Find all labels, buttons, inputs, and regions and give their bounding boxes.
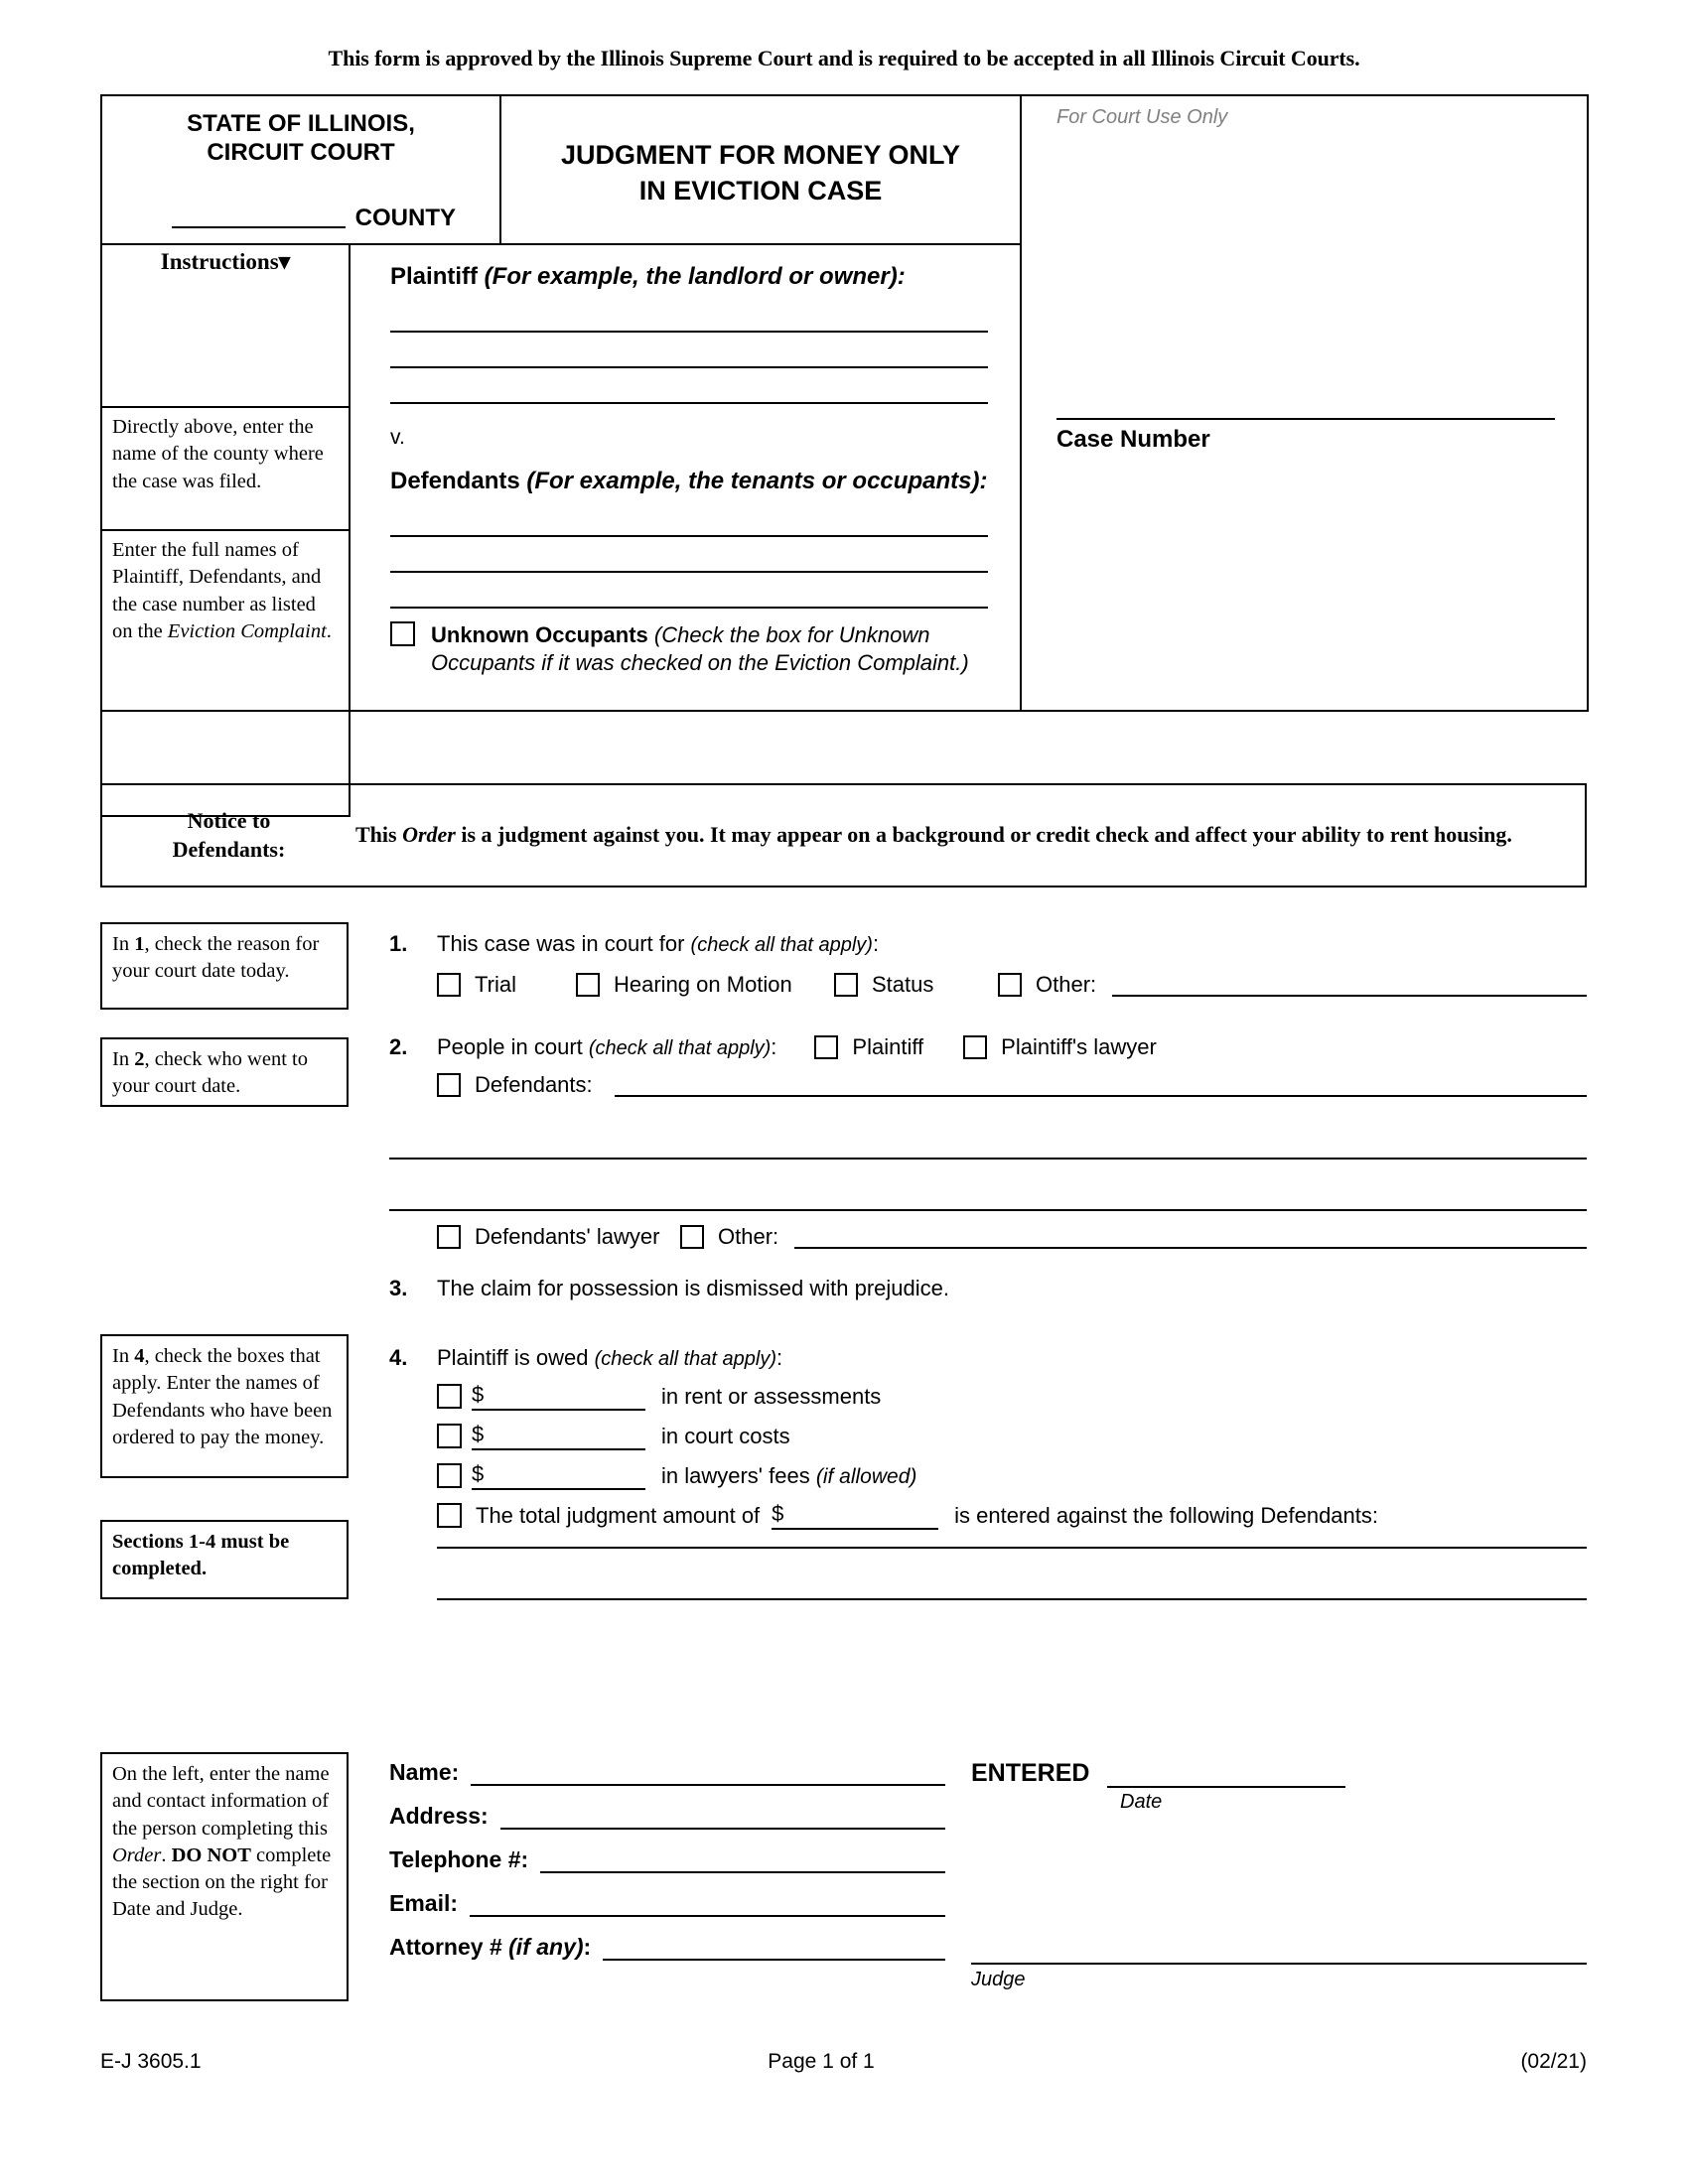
option-defendants[interactable] — [437, 1072, 593, 1098]
section-2 — [389, 1034, 1587, 1098]
total-judgment-suffix: is entered against the following Defendants: — [954, 1502, 1379, 1528]
rent-checkbox[interactable] — [437, 1384, 462, 1409]
notice-text-a: This — [355, 822, 403, 848]
side-note-1-bold: 1 — [134, 933, 145, 955]
contact-name-row — [389, 1759, 945, 1786]
section-2-defendants-input[interactable] — [615, 1073, 1587, 1097]
versus-label: v. — [390, 426, 405, 449]
contact-address-input[interactable] — [500, 1808, 945, 1830]
section-4-lead — [437, 1345, 1587, 1371]
judge-caption: Judge — [971, 1969, 1026, 1990]
section-2-defendants-row — [437, 1072, 1587, 1098]
defendants-line-3[interactable] — [390, 607, 988, 609]
side-note-bottom-c: complete the section on the right for Date and Judge. — [112, 1843, 332, 1921]
option-defendants-label: Defendants: — [475, 1072, 593, 1097]
court-costs-amount-input[interactable] — [472, 1422, 645, 1450]
total-currency-symbol: $ — [772, 1501, 784, 1526]
total-judgment-amount-input[interactable] — [772, 1501, 938, 1530]
defendants-checkbox[interactable] — [437, 1073, 461, 1097]
option-plaintiffs-lawyer[interactable] — [963, 1034, 1157, 1060]
option-defendants-lawyer-label: Defendants' lawyer — [475, 1224, 660, 1249]
contact-name-label: Name: — [389, 1759, 460, 1785]
instruction-item-2-text-b: . — [326, 619, 332, 642]
court-costs-checkbox[interactable] — [437, 1424, 462, 1448]
judge-signature-line — [971, 1963, 1587, 1965]
state-line-1: STATE OF ILLINOIS, — [187, 110, 415, 137]
county-entry-row — [102, 204, 499, 232]
option-status[interactable] — [834, 972, 998, 998]
rent-amount-label: in rent or assessments — [661, 1383, 882, 1409]
defendants-lawyer-checkbox[interactable] — [437, 1225, 461, 1249]
form-title-line-2: IN EVICTION CASE — [638, 175, 883, 205]
form-title-cell — [500, 95, 1021, 244]
notice-text-italic: Order — [402, 822, 456, 848]
section-4-defendants-line-1[interactable] — [437, 1547, 1587, 1549]
section-4-lead-tail: : — [776, 1345, 783, 1370]
option-defendants-lawyer[interactable] — [437, 1224, 680, 1250]
section-2-lead — [437, 1034, 776, 1060]
side-note-bottom-italic: Order — [112, 1843, 162, 1866]
rent-currency-symbol: $ — [472, 1382, 485, 1407]
defendants-heading — [390, 468, 988, 495]
date-caption: Date — [1120, 1791, 1163, 1813]
case-number-block — [1056, 418, 1555, 454]
plaintiff-hint: (For example, the landlord or owner): — [484, 263, 906, 290]
court-costs-currency-symbol: $ — [472, 1422, 485, 1446]
section-1 — [389, 931, 1587, 998]
side-note-section-1 — [100, 922, 349, 1010]
hearing-on-motion-checkbox[interactable] — [576, 973, 600, 997]
case-number-label: Case Number — [1056, 426, 1210, 453]
section-2-extra-line-2[interactable] — [389, 1209, 1587, 1211]
contact-attorney-row — [389, 1934, 945, 1961]
unknown-occupants-hint-1: (Check the box for Unknown — [653, 622, 930, 647]
instruction-item-2-text-a: Enter the full names of Plaintiff, Defendants, and the case number as listed on the — [112, 539, 322, 642]
option-status-label: Status — [872, 972, 934, 997]
side-note-4-a: In — [112, 1345, 135, 1367]
section-1-number: 1. — [389, 931, 408, 956]
section-4-body — [437, 1345, 1587, 1530]
footer — [100, 2050, 1587, 2074]
unknown-occupants-label: Unknown Occupants — [431, 622, 648, 647]
section-3-number: 3. — [389, 1276, 408, 1300]
parties-cell — [350, 244, 1021, 711]
side-note-2-b: , check who went to your court date. — [112, 1048, 308, 1098]
notice-label — [102, 807, 355, 864]
section-1-lead — [437, 931, 1587, 957]
section-2-other-input[interactable] — [794, 1225, 1587, 1249]
court-use-cell — [1021, 95, 1588, 711]
section-3-body — [437, 1276, 1587, 1301]
option-plaintiff[interactable] — [814, 1034, 923, 1060]
side-note-2-a: In — [112, 1048, 135, 1070]
side-note-bottom — [100, 1752, 349, 2001]
court-costs-amount-label: in court costs — [661, 1423, 790, 1448]
contact-telephone-label: Telephone #: — [389, 1846, 529, 1872]
lawyers-fees-currency-symbol: $ — [472, 1461, 485, 1486]
side-note-4-bold: 4 — [134, 1345, 145, 1367]
lawyers-fees-checkbox[interactable] — [437, 1463, 462, 1488]
rent-amount-input[interactable] — [472, 1382, 645, 1411]
contact-attorney-input[interactable] — [603, 1939, 945, 1961]
court-use-only-label: For Court Use Only — [1056, 106, 1228, 128]
section-1-lead-text: This case was in court for — [437, 931, 691, 956]
defendants-label: Defendants — [390, 468, 520, 494]
county-input-blank[interactable] — [172, 204, 346, 228]
section-2-row-3 — [389, 1224, 1587, 1250]
section-2-extra-line-1[interactable] — [389, 1158, 1587, 1160]
state-line-2: CIRCUIT COURT — [207, 139, 395, 167]
form-title-line-1: JUDGMENT FOR MONEY ONLY — [560, 140, 961, 170]
section-1-lead-tail: : — [872, 931, 880, 956]
contact-attorney-label-text: Attorney # — [389, 1934, 509, 1960]
contact-address-label: Address: — [389, 1803, 489, 1829]
contact-attorney-label-tail: : — [583, 1934, 592, 1960]
contact-email-row — [389, 1890, 945, 1917]
plaintiff-label: Plaintiff — [390, 263, 478, 290]
unknown-occupants-hint-2: Occupants if it was checked on the Eviction Complaint.) — [431, 649, 969, 675]
option-plaintiff-label: Plaintiff — [852, 1034, 924, 1059]
option-trial-label: Trial — [475, 972, 516, 997]
status-checkbox[interactable] — [834, 973, 858, 997]
instruction-item-2-italic: Eviction Complaint — [167, 619, 327, 642]
notice-label-line-1: Notice to — [187, 807, 271, 833]
side-note-1-b: , check the reason for your court date today. — [112, 933, 320, 983]
contact-attorney-label — [389, 1934, 591, 1961]
plaintiff-checkbox[interactable] — [814, 1035, 838, 1059]
side-note-bottom-a: On the left, enter the name and contact information of the person completing this — [112, 1763, 330, 1840]
approval-notice: This form is approved by the Illinois Supreme Court and is required to be accepted in all Illinois Circuit Courts. — [328, 46, 1360, 70]
section-4 — [389, 1345, 1587, 1530]
footer-form-code: E-J 3605.1 — [100, 2050, 202, 2073]
section-1-lead-italic: (check all that apply) — [690, 934, 873, 956]
instruction-item-1-text: Directly above, enter the name of the county where the case was filed. — [112, 416, 324, 492]
contact-telephone-input[interactable] — [540, 1851, 945, 1873]
section-1-other-input[interactable] — [1112, 973, 1587, 997]
preparer-contact-block — [389, 1759, 945, 1978]
entered-date-input — [1107, 1764, 1345, 1788]
side-note-bottom-b: . — [161, 1843, 172, 1866]
section-2-lead-row — [437, 1034, 1587, 1060]
case-number-input-blank[interactable] — [1056, 418, 1555, 420]
caption-table — [100, 94, 1589, 817]
section-4-lead-italic: (check all that apply) — [594, 1348, 776, 1370]
section-3 — [389, 1276, 1587, 1301]
lawyers-fees-label-italic: (if allowed) — [815, 1464, 917, 1488]
side-note-1-a: In — [112, 933, 135, 955]
option-other[interactable] — [998, 972, 1096, 998]
section-3-lead: The claim for possession is dismissed with prejudice. — [437, 1276, 949, 1300]
defendants-hint: (For example, the tenants or occupants): — [526, 468, 988, 494]
section2-other-checkbox[interactable] — [680, 1225, 704, 1249]
section-2-lead-tail: : — [771, 1034, 777, 1059]
lawyers-fees-amount-label — [661, 1463, 916, 1489]
option-hearing-on-motion[interactable] — [576, 972, 834, 998]
contact-name-input[interactable] — [471, 1764, 945, 1786]
chevron-down-icon: ▾ — [278, 249, 291, 274]
money-row-court-costs — [437, 1422, 1587, 1450]
option-plaintiffs-lawyer-label: Plaintiff's lawyer — [1001, 1034, 1157, 1059]
section-2-lead-italic: (check all that apply) — [588, 1037, 772, 1059]
other-checkbox[interactable] — [998, 973, 1022, 997]
section-2-lead-text: People in court — [437, 1034, 589, 1059]
county-label: COUNTY — [354, 204, 456, 231]
notice-text — [355, 820, 1552, 850]
contact-attorney-label-italic: (if any) — [508, 1934, 584, 1960]
unknown-occupants-row — [390, 621, 988, 677]
plaintiff-heading — [390, 263, 988, 291]
instruction-item-1 — [101, 407, 350, 530]
option-section2-other-label: Other: — [718, 1224, 779, 1249]
notice-text-b: is a judgment against you. It may appear on a background or credit check and affect your ability to rent housing. — [455, 822, 1512, 848]
section-4-defendants-line-2[interactable] — [437, 1598, 1587, 1600]
unknown-occupants-text — [431, 621, 969, 677]
contact-address-row — [389, 1803, 945, 1830]
section-2-number: 2. — [389, 1034, 408, 1059]
section-1-body — [437, 931, 1587, 998]
total-judgment-prefix: The total judgment amount of — [476, 1502, 761, 1528]
instructions-header[interactable] — [101, 244, 350, 407]
trial-checkbox[interactable] — [437, 973, 461, 997]
plaintiffs-lawyer-checkbox[interactable] — [963, 1035, 987, 1059]
side-note-required — [100, 1520, 349, 1599]
entered-label: ENTERED — [971, 1759, 1090, 1787]
side-note-2-bold: 2 — [134, 1048, 145, 1070]
lawyers-fees-label-text: in lawyers' fees — [661, 1462, 816, 1488]
footer-revision-date: (02/21) — [1520, 2050, 1587, 2073]
money-row-total — [437, 1501, 1587, 1530]
side-note-bottom-bold: DO NOT — [171, 1843, 251, 1866]
side-note-4-b: , check the boxes that apply. Enter the names of Defendants who have been ordered to pay the money. — [112, 1345, 333, 1448]
section-2-lawyer-other-row — [437, 1224, 1587, 1250]
unknown-occupants-checkbox[interactable] — [390, 621, 415, 646]
section-4-number: 4. — [389, 1345, 408, 1370]
money-row-lawyers-fees — [437, 1461, 1587, 1490]
option-hearing-on-motion-label: Hearing on Motion — [614, 972, 792, 997]
lawyers-fees-amount-input[interactable] — [472, 1461, 645, 1490]
side-note-section-4 — [100, 1334, 349, 1478]
instruction-item-2 — [101, 530, 350, 711]
contact-email-input[interactable] — [470, 1895, 945, 1917]
plaintiff-line-3[interactable] — [390, 402, 988, 404]
option-section2-other[interactable] — [680, 1224, 778, 1250]
section-1-options-row — [437, 972, 1587, 998]
instructions-heading-text: Instructions — [160, 249, 279, 274]
side-note-required-text: Sections 1-4 must be completed. — [112, 1531, 290, 1580]
option-trial[interactable] — [437, 972, 576, 998]
entered-block — [971, 1759, 1587, 1991]
contact-telephone-row — [389, 1846, 945, 1873]
notice-label-line-2: Defendants: — [172, 836, 286, 862]
side-note-section-2 — [100, 1037, 349, 1107]
section-2-body — [437, 1034, 1587, 1098]
contact-email-label: Email: — [389, 1890, 459, 1916]
total-judgment-checkbox[interactable] — [437, 1503, 462, 1528]
footer-page-number: Page 1 of 1 — [768, 2050, 875, 2073]
entered-row — [971, 1759, 1587, 1788]
court-identification-cell — [101, 95, 500, 244]
section-4-lead-text: Plaintiff is owed — [437, 1345, 595, 1370]
option-other-label: Other: — [1036, 972, 1097, 997]
notice-to-defendants-box — [100, 783, 1587, 887]
money-row-rent — [437, 1382, 1587, 1411]
section-2-row-3-body — [437, 1224, 1587, 1250]
